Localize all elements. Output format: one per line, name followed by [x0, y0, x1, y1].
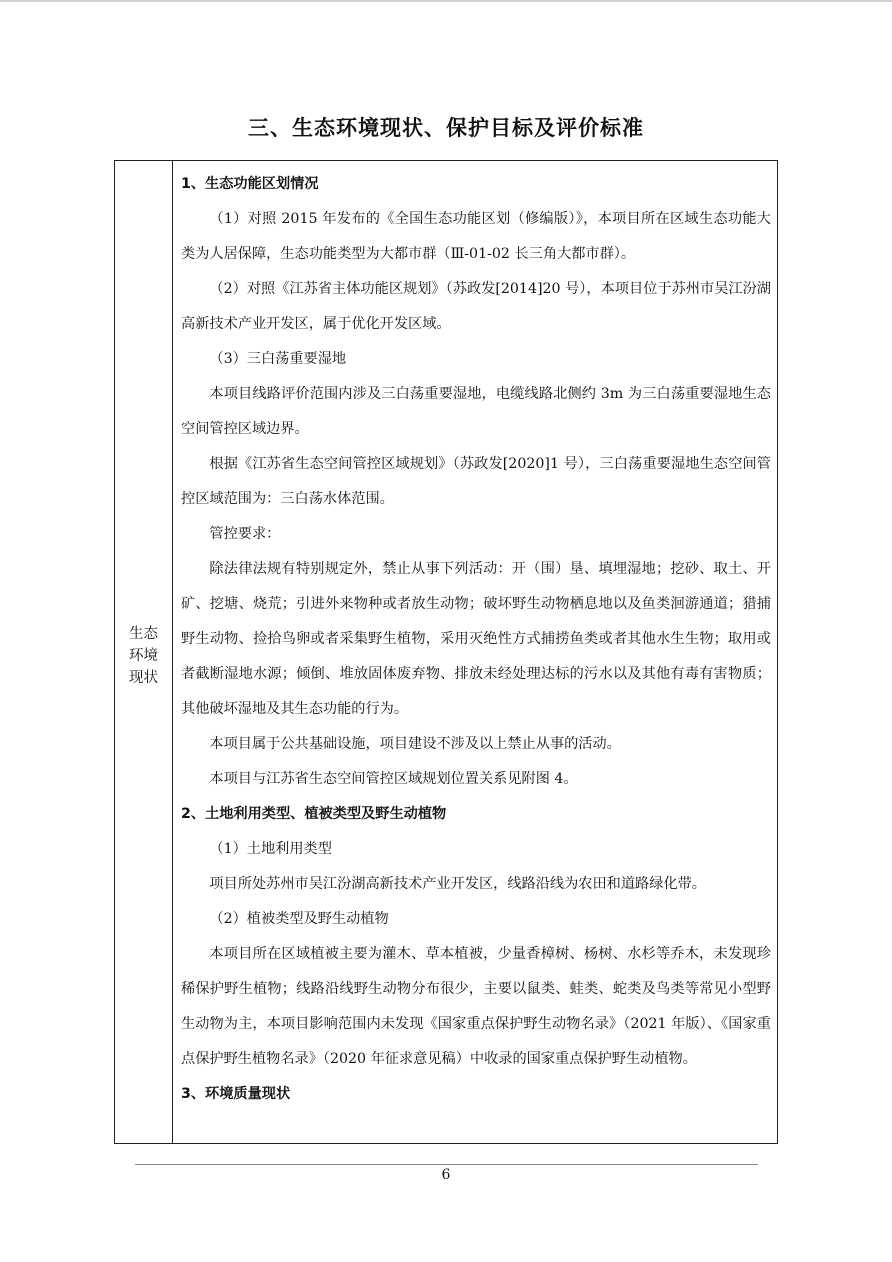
top-border-line	[0, 0, 892, 2]
body-paragraph: （1）对照 2015 年发布的《全国生态功能区划（修编版）》，本项目所在区域生态功能大类为人居保障，生态功能类型为大都市群（Ⅲ-01-02 长三角大都市群）。	[181, 211, 771, 262]
body-paragraph: 管控要求：	[209, 526, 281, 542]
body-paragraph: （2）对照《江苏省主体功能区规划》（苏政发[2014]20 号），本项目位于苏州市吴江汾湖高新技术产业开发区，属于优化开发区域。	[181, 281, 771, 332]
page-title: 三、生态环境现状、保护目标及评价标准	[248, 116, 644, 140]
content-body	[181, 167, 771, 1112]
section-heading: 3、环境质量现状	[181, 1086, 291, 1102]
section-heading: 2、土地利用类型、植被类型及野生动植物	[181, 806, 447, 822]
body-paragraph: 本项目线路评价范围内涉及三白荡重要湿地，电缆线路北侧约 3m 为三白荡重要湿地生态空间管控区域边界。	[181, 386, 771, 437]
side-label	[115, 623, 172, 689]
body-paragraph: 根据《江苏省生态空间管控区域规划》（苏政发[2020]1 号），三白荡重要湿地生态空间管控区域范围为：三白荡水体范围。	[181, 456, 771, 507]
body-paragraph: 项目所处苏州市吴江汾湖高新技术产业开发区，线路沿线为农田和道路绿化带。	[209, 876, 706, 892]
body-paragraph: （2）植被类型及野生动植物	[209, 911, 389, 927]
body-paragraph: （1）土地利用类型	[209, 841, 332, 857]
section-heading: 1、生态功能区划情况	[181, 176, 319, 192]
column-divider	[172, 161, 173, 1143]
body-paragraph: 本项目所在区域植被主要为灌木、草本植被，少量香樟树、杨树、水杉等乔木，未发现珍稀保护野生植物；线路沿线野生动物分布很少，主要以鼠类、蛙类、蛇类及鸟类等常见小型野生动物为主，本项目影响范围内未发现《国家重点保护野生动物名录》（2021 年版）、《国家重点保护野生植物名录》（2020 年征求意见稿）中收录的国家重点保护野生动植物。	[181, 946, 771, 1067]
body-paragraph: 本项目与江苏省生态空间管控区域规划位置关系见附图 4。	[209, 771, 578, 787]
page-number: 6	[441, 1167, 451, 1183]
body-paragraph: 本项目属于公共基础设施，项目建设不涉及以上禁止从事的活动。	[209, 736, 621, 752]
body-paragraph: 除法律法规有特别规定外，禁止从事下列活动：开（围）垦、填埋湿地；挖砂、取土、开矿、挖塘、烧荒；引进外来物种或者放生动物；破坏野生动物栖息地以及鱼类洄游通道；猎捕野生动物、捡拾鸟卵或者采集野生植物，采用灭绝性方式捕捞鱼类或者其他水生生物；取用或者截断湿地水源；倾倒、堆放固体废弃物、排放未经处理达标的污水以及其他有毒有害物质；其他破坏湿地及其生态功能的行为。	[181, 561, 771, 717]
side-label-line: 生态	[129, 626, 158, 642]
body-paragraph: （3）三白荡重要湿地	[209, 351, 347, 367]
side-label-text	[115, 623, 172, 689]
footer-line	[135, 1164, 758, 1165]
side-label-line: 环境	[129, 648, 158, 664]
content-table	[114, 160, 778, 1144]
side-label-line: 现状	[129, 670, 158, 686]
